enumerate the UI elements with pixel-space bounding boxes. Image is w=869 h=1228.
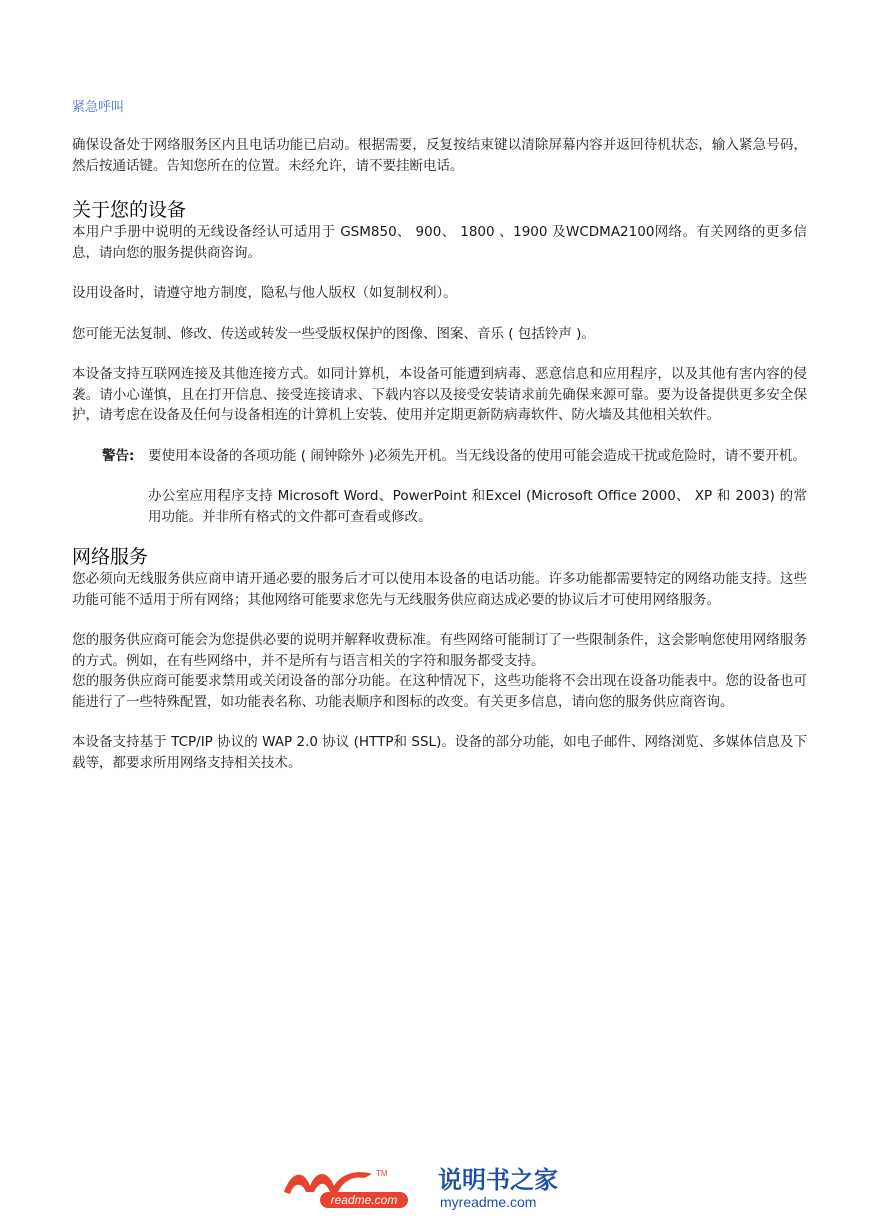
about-device-heading: 关于您的设备 xyxy=(72,199,187,221)
document-page xyxy=(72,96,807,773)
network-paragraph-3: 本设备支持基于 TCP/IP 协议的 WAP 2.0 协议 (HTTP和 SSL)。设备的部分功能，如电子邮件、网络浏览、多媒体信息及下载等，都要求所用网络支持相关技术。 xyxy=(72,734,807,771)
network-services-heading: 网络服务 xyxy=(72,546,149,568)
network-paragraph-2b: 您的服务供应商可能要求禁用或关闭设备的部分功能。在这种情况下，这些功能将不会出现在设备功能表中。您的设备也可能进行了一些特殊配置，如功能表名称、功能表顺序和图标的改变。有关更多信息，请向您的服务供应商咨询。 xyxy=(72,673,807,710)
warning-block xyxy=(72,446,807,528)
network-paragraph-2a: 您的服务供应商可能会为您提供必要的说明并解释收费标准。有些网络可能制订了一些限制条件，这会影响您使用网络服务的方式。例如，在有些网络中，并不是所有与语言相关的字符和服务都受支持。 xyxy=(72,632,807,669)
myreadme-logo xyxy=(280,1162,580,1212)
about-paragraph-security: 本设备支持互联网连接及其他连接方式。如同计算机，本设备可能遭到病毒、恶意信息和应用程序，以及其他有害内容的侵袭。请小心谨慎，且在打开信息、接受连接请求、下载内容以及接受安装请求前先确保来源可靠。要为设备提供更多安全保护，请考虑在设备及任何与设备相连的计算机上安装、使用并定期更新防病毒软件、防火墙及其他相关软件。 xyxy=(72,366,807,423)
emergency-call-text: 确保设备处于网络服务区内且电话功能已启动。根据需要，反复按结束键以清除屏幕内容并返回待机状态，输入紧急号码，然后按通话键。告知您所在的位置。未经允许，请不要挂断电话。 xyxy=(72,137,807,174)
network-paragraph-1: 您必须向无线服务供应商申请开通必要的服务后才可以使用本设备的电话功能。许多功能都需要特定的网络功能支持。这些功能可能不适用于所有网络；其他网络可能要求您先与无线服务供应商达成必要的协议后才可使用网络服务。 xyxy=(72,571,807,608)
warning-label: 警告: xyxy=(102,447,135,464)
about-paragraph-networks: 本用户手册中说明的无线设备经认可适用于 GSM850、 900、 1800 、1900 及WCDMA2100网络。有关网络的更多信息，请向您的服务提供商咨询。 xyxy=(72,224,807,261)
about-paragraph-copyright: 您可能无法复制、修改、传送或转发一些受版权保护的图像、图案、音乐 ( 包括铃声 )。 xyxy=(72,325,595,342)
logo-brand-text: 说明书之家 xyxy=(438,1166,558,1194)
about-paragraph-laws: 设用设备时，请遵守地方制度，隐私与他人版权（如复制权利）。 xyxy=(72,285,457,301)
logo-badge-text: readme.com xyxy=(330,1193,398,1207)
logo-url-text: myreadme.com xyxy=(440,1194,537,1210)
emergency-call-title: 紧急呼叫 xyxy=(72,100,125,115)
warning-text-office: 办公室应用程序支持 Microsoft Word、PowerPoint 和Excel (Microsoft Office 2000、 XP 和 2003) 的常用功能。并非所有格式的文件都可查看或修改。 xyxy=(148,488,807,525)
warning-text-power: 要使用本设备的各项功能 ( 闹钟除外 )必须先开机。当无线设备的使用可能会造成干扰或危险时，请不要开机。 xyxy=(148,447,806,464)
svg-text:TM: TM xyxy=(376,1169,388,1178)
